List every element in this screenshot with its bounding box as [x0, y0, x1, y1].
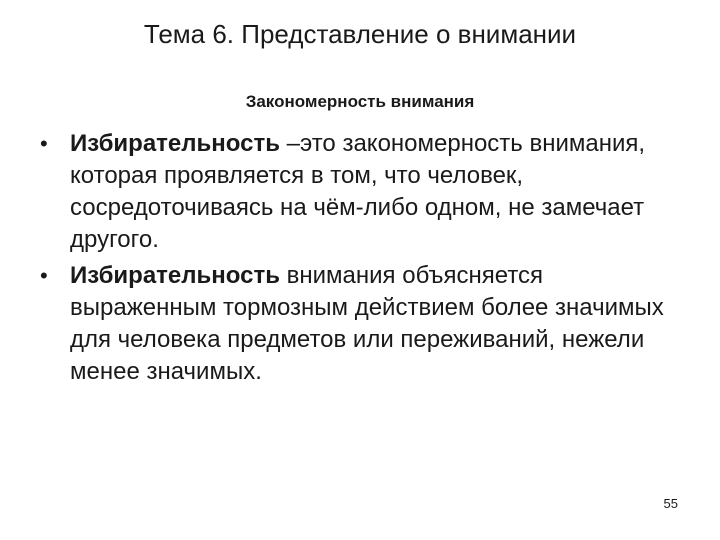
bullet-marker: • — [40, 131, 48, 156]
slide-subtitle: Закономерность внимания — [245, 92, 475, 111]
bullet-term: Избирательность — [70, 130, 280, 157]
bullet-text: внимания объясняется выраженным тормозным действием более значимых для человека предметов или переживаний, нежели менее значимых. — [70, 262, 664, 385]
bullet-marker: • — [40, 263, 48, 288]
slide-title: Тема 6. Представление о внимании — [143, 19, 577, 49]
bullet-term: Избирательность — [70, 262, 280, 289]
bullet-text: –это закономерность внимания, которая проявляется в том, что человек, сосредоточиваясь на чём-либо одном, не замечает другого. — [70, 130, 646, 253]
page-number: 55 — [663, 496, 678, 511]
bullet-item-selectivity-definition — [40, 128, 680, 256]
bullet-list — [40, 128, 680, 392]
bullet-item-selectivity-explanation — [40, 260, 680, 388]
